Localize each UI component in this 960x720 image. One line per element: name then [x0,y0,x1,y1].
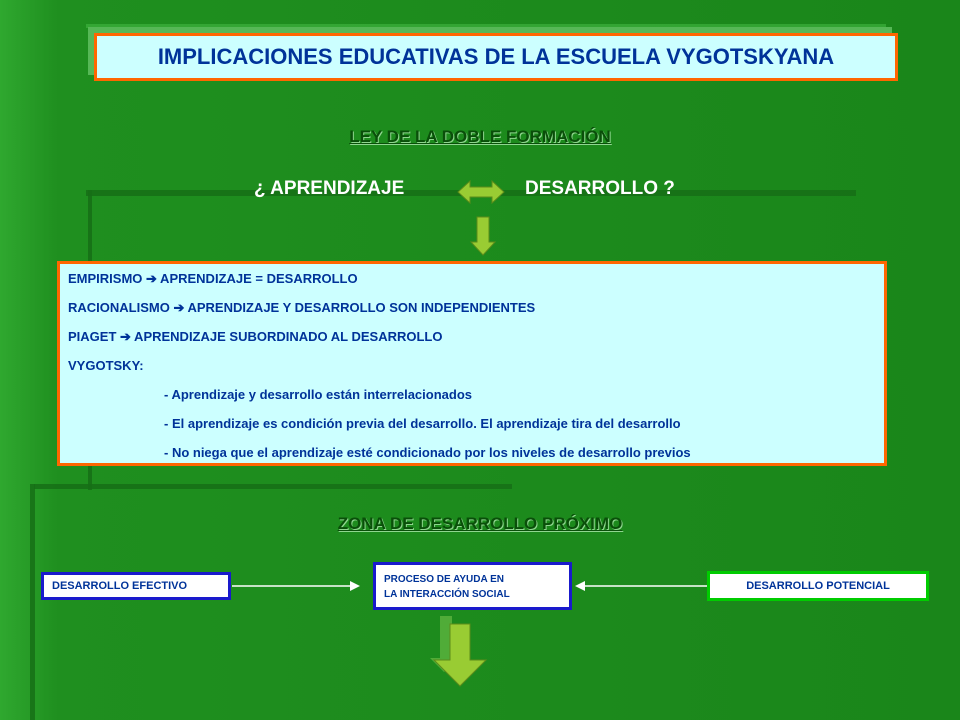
theories-box [57,261,887,466]
vygotsky-label: VYGOTSKY: [68,358,144,373]
vygotsky-point-1: - Aprendizaje y desarrollo están interrelacionados [164,387,473,402]
right-arrow-icon: ➔ [120,329,131,344]
right-arrow-icon: ➔ [146,271,157,286]
theory-claim: APRENDIZAJE = DESARROLLO [156,271,358,286]
big-down-arrow-icon [430,616,492,688]
theory-line-empirismo [68,272,884,301]
theory-claim: APRENDIZAJE SUBORDINADO AL DESARROLLO [130,329,443,344]
bg-bar-top [86,24,886,28]
right-connector-arrow [232,578,362,594]
desarrollo-label: DESARROLLO ? [525,178,675,199]
proceso-ayuda-line-1: PROCESO DE AYUDA EN [384,574,505,585]
theory-name: RACIONALISMO [68,300,174,315]
title-box [94,33,898,81]
page-title: IMPLICACIONES EDUCATIVAS DE LA ESCUELA VYGOTSKYANA [157,44,835,69]
desarrollo-efectivo-label: DESARROLLO EFECTIVO [52,580,188,592]
vygotsky-point-3: - No niega que el aprendizaje esté condicionado por los niveles de desarrollo previos [164,445,691,460]
proceso-ayuda-line-2: LA INTERACCIÓN SOCIAL [384,589,510,600]
left-connector-arrow [573,578,708,594]
double-arrow-icon [456,177,506,207]
ley-heading: LEY DE LA DOBLE FORMACIÓN [349,127,611,146]
zdp-heading: ZONA DE DESARROLLO PRÓXIMO [337,514,623,533]
vygotsky-point-2: - El aprendizaje es condición previa del desarrollo. El aprendizaje tira del desarrollo [164,416,681,431]
theory-claim: APRENDIZAJE Y DESARROLLO SON INDEPENDIENTES [184,300,536,315]
down-arrow-icon [470,216,496,256]
bg-bar-middle [34,484,512,489]
desarrollo-efectivo-box [41,572,231,600]
proceso-ayuda-box [373,562,572,610]
right-arrow-icon: ➔ [173,300,185,315]
theory-name: EMPIRISMO [68,271,147,286]
aprendizaje-label: ¿ APRENDIZAJE [254,178,405,199]
theory-line-racionalismo [68,301,884,330]
desarrollo-potencial-label: DESARROLLO POTENCIAL [746,580,890,592]
theory-line-piaget [68,330,884,359]
theory-name: PIAGET [68,329,121,344]
desarrollo-potencial-box [707,571,929,601]
